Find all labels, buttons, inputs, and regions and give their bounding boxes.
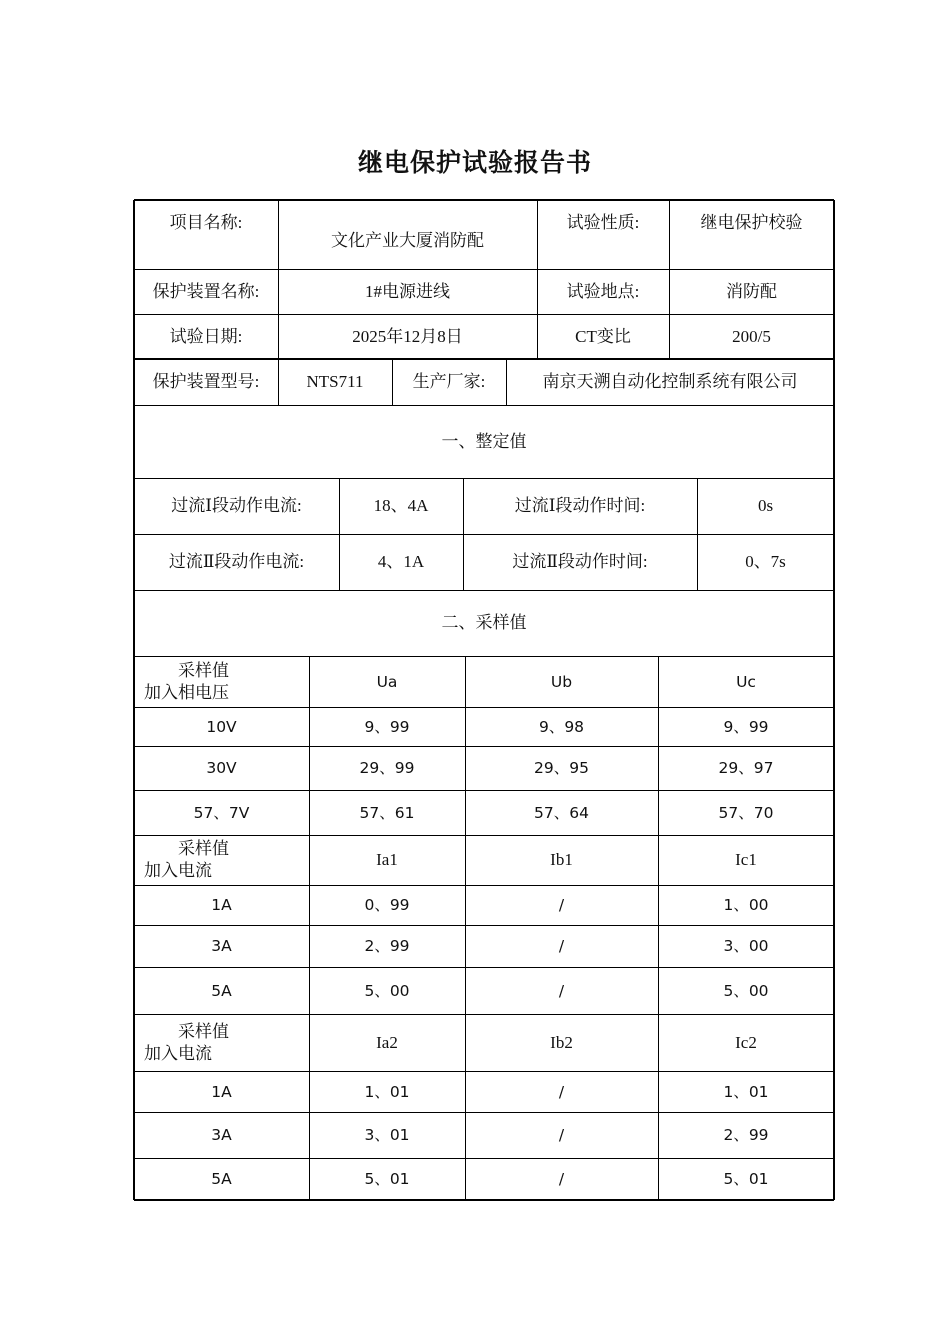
header-line: 采样值 [178, 1021, 229, 1041]
table-rule [134, 534, 834, 535]
table-rule [134, 967, 834, 968]
table-rule [134, 925, 834, 926]
table-rule [134, 1014, 834, 1015]
sample-value: 1、01 [364, 1082, 410, 1101]
table-rule [134, 835, 834, 836]
header-line: 加入相电压 [144, 682, 229, 702]
header-line: 采样值 [178, 660, 229, 680]
sampling-header-cell [134, 656, 309, 707]
sample-input: 3A [211, 1126, 232, 1144]
sample-value: 9、98 [538, 717, 585, 736]
sample-value: 9、99 [364, 717, 410, 736]
table-rule [463, 478, 464, 590]
sample-value: 57、64 [534, 803, 589, 822]
table-rule [134, 199, 834, 201]
column-header: Ic2 [735, 1032, 757, 1052]
table-rule [658, 656, 659, 1200]
overcurrent-time-label: 过流Ⅱ段动作时间: [512, 552, 648, 571]
manufacturer-value: 南京天溯自动化控制系统有限公司 [542, 372, 798, 391]
table-rule [134, 590, 834, 591]
sample-value: / [558, 1082, 565, 1101]
column-header: Uc [736, 672, 756, 691]
sample-value: / [558, 981, 565, 1000]
ct-ratio-value: 200/5 [732, 327, 771, 346]
sample-value: 3、01 [364, 1126, 410, 1144]
sample-value: 57、61 [359, 803, 415, 822]
sampling-header-cell [134, 835, 309, 885]
settings-heading: 一、整定值 [441, 431, 527, 451]
column-header: Ia1 [376, 850, 398, 869]
sample-input: 5A [211, 981, 232, 1000]
test-date-value: 2025年12月8日 [352, 327, 463, 346]
header-line: 加入电流 [144, 1043, 212, 1063]
sample-input: 1A [211, 896, 232, 914]
table-rule [339, 478, 340, 590]
column-header: Ib2 [550, 1032, 573, 1052]
device-model-value: NTS711 [306, 372, 364, 391]
table-rule [309, 656, 310, 1200]
sample-value: 1、00 [723, 896, 769, 914]
table-rule [134, 790, 834, 791]
sample-input: 5A [211, 1170, 232, 1188]
sample-value: 29、99 [359, 759, 415, 777]
sample-input: 1A [211, 1082, 232, 1101]
sample-value: 0、99 [364, 896, 410, 914]
report-title: 继电保护试验报告书 [357, 148, 592, 177]
overcurrent-current-value: 18、4A [373, 496, 429, 515]
sample-value: / [558, 937, 565, 955]
column-header: Ib1 [550, 850, 573, 869]
table-rule [697, 478, 698, 590]
sampling-header-cell [134, 1014, 309, 1071]
table-rule [133, 200, 135, 1200]
sample-value: 9、99 [723, 717, 769, 736]
sample-value: 5、01 [723, 1170, 769, 1188]
table-rule [134, 707, 834, 708]
sample-value: 2、99 [723, 1126, 769, 1144]
table-rule [134, 656, 834, 657]
table-rule [134, 746, 834, 747]
ct-ratio-label: CT变比 [575, 327, 631, 346]
table-rule [465, 656, 466, 1200]
sample-input: 30V [206, 759, 237, 777]
device-name-label: 保护装置名称: [152, 282, 260, 301]
table-rule [392, 359, 393, 405]
sampling-heading: 二、采样值 [441, 613, 527, 632]
table-rule [278, 359, 279, 405]
sample-value: 2、99 [364, 937, 410, 955]
sample-value: / [558, 896, 565, 914]
table-rule [134, 1112, 834, 1113]
sample-value: 5、00 [723, 981, 769, 1000]
test-location-value: 消防配 [726, 282, 777, 301]
test-nature-value: 继电保护校验 [700, 213, 803, 232]
table-rule [134, 358, 834, 360]
test-date-label: 试验日期: [169, 327, 243, 346]
overcurrent-time-label: 过流Ⅰ段动作时间: [514, 496, 646, 515]
table-rule [134, 1199, 834, 1201]
project-name-label: 项目名称: [169, 213, 243, 232]
project-name-value: 文化产业大厦消防配 [331, 230, 484, 250]
sample-value: / [558, 1126, 565, 1144]
sample-value: 5、01 [364, 1170, 410, 1188]
sample-value: 1、01 [723, 1082, 769, 1101]
overcurrent-time-value: 0、7s [745, 552, 786, 571]
column-header: Ub [550, 672, 573, 691]
test-location-label: 试验地点: [566, 282, 640, 301]
table-rule [134, 1158, 834, 1159]
column-header: Ua [376, 672, 398, 691]
device-name-value: 1#电源进线 [365, 282, 450, 301]
table-rule [134, 314, 834, 315]
table-rule [134, 885, 834, 886]
sample-value: 5、00 [364, 981, 410, 1000]
device-model-label: 保护装置型号: [152, 372, 260, 391]
sample-value: 57、70 [718, 803, 774, 822]
overcurrent-time-value: 0s [757, 496, 774, 515]
table-rule [669, 200, 670, 359]
sample-value: 29、97 [718, 759, 774, 777]
table-rule [537, 200, 538, 359]
sample-value: / [558, 1170, 565, 1188]
overcurrent-current-label: 过流Ⅱ段动作电流: [168, 552, 305, 571]
sample-input: 57、7V [193, 803, 250, 822]
table-rule [134, 269, 834, 270]
column-header: Ic1 [735, 850, 757, 869]
test-nature-label: 试验性质: [566, 213, 640, 232]
overcurrent-current-value: 4、1A [377, 552, 425, 571]
header-line: 采样值 [178, 839, 229, 858]
sample-input: 10V [206, 717, 237, 736]
table-rule [278, 200, 279, 359]
table-rule [506, 359, 507, 405]
overcurrent-current-label: 过流Ⅰ段动作电流: [171, 496, 302, 515]
sample-value: 3、00 [723, 937, 769, 955]
sample-input: 3A [211, 937, 232, 955]
table-rule [134, 1071, 834, 1072]
table-rule [134, 405, 834, 406]
header-line: 加入电流 [144, 861, 212, 880]
table-rule [833, 200, 835, 1200]
sample-value: 29、95 [534, 759, 589, 777]
column-header: Ia2 [376, 1032, 398, 1052]
table-rule [134, 478, 834, 479]
manufacturer-label: 生产厂家: [412, 372, 486, 391]
